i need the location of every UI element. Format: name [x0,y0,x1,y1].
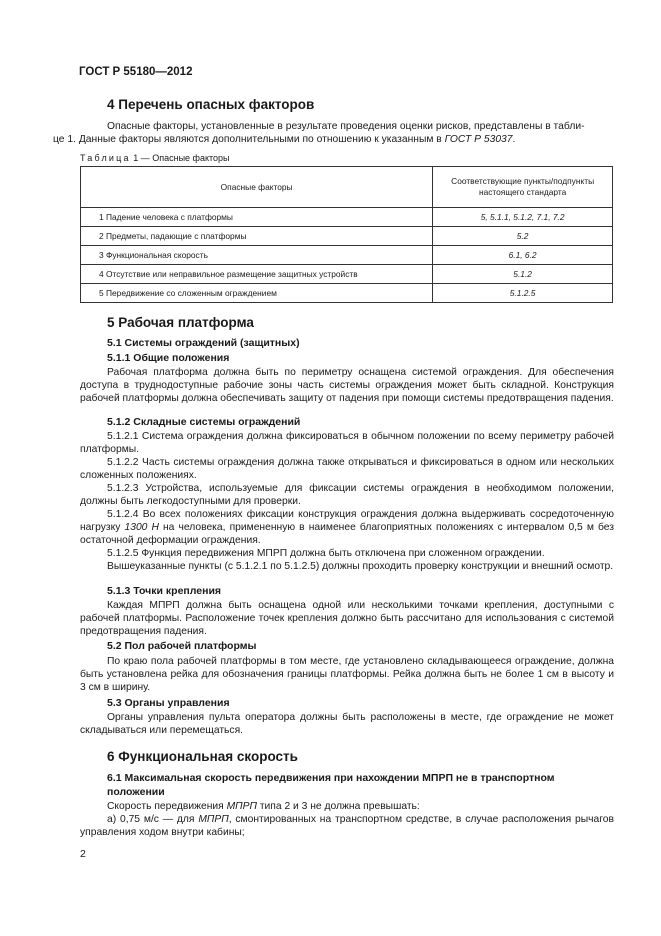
subsection-5-1-title: 5.1 Системы ограждений (защитных) [107,337,300,349]
paragraph-5-3: Органы управления пульта оператора должны быть расположены в месте, где ограждение не может складываться или перемещаться. [80,712,614,737]
paragraph-5-1-2-5: 5.1.2.5 Функция передвижения МПРП должна быть отключена при сложенном ограждении. [107,548,545,559]
paragraph-5-1-2-3: 5.1.2.3 Устройства, используемые для фиксации системы ограждения в необходимом положении, должны быть легкодоступными для проверки. [80,483,614,508]
paragraph-5-1-2-4: 5.1.2.4 Во всех положениях фиксации конструкция ограждения должна выдерживать сосредоточенную нагрузку 1300 Н на человека, примененную в наименее благоприятных положениях с интервалом 0,5 м без остаточной деформации ограждения. [80,509,614,547]
table-row [81,284,613,303]
clauses-cell: 5.1.2 [433,265,613,284]
subsection-5-2-title: 5.2 Пол рабочей платформы [107,640,257,652]
gost-reference: ГОСТ Р 53037 [444,134,513,146]
factor-cell: 3 Функциональная скорость [81,246,433,265]
paragraph-6-1: Скорость передвижения МПРП типа 2 и 3 не должна превышать: [107,801,420,812]
table-row [81,208,613,227]
header-factor: Опасные факторы [81,167,433,208]
paragraph-5-1-2-2: 5.1.2.2 Часть системы ограждения должна также открываться и фиксироваться в одном или нескольких сложенных положениях. [80,457,614,482]
subsection-6-1-title: 6.1 Максимальная скорость передвижения при нахождении МПРП не в транспортном положении [107,772,555,798]
hazards-table [80,166,613,303]
section-5-title: 5 Рабочая платформа [107,315,254,330]
table-caption: Таблица 1 — Опасные факторы [80,153,230,163]
section-4-title: 4 Перечень опасных факторов [107,97,315,112]
factor-cell: 2 Предметы, падающие с платформы [81,227,433,246]
page-number: 2 [80,848,86,860]
header-clauses: Соответствующие пункты/подпункты настоящего стандарта [433,167,613,208]
table-row [81,227,613,246]
document-header: ГОСТ Р 55180—2012 [79,66,193,78]
subsection-5-1-1-title: 5.1.1 Общие положения [107,352,230,364]
table-header-row [81,167,613,208]
section-4-paragraph: Опасные факторы, установленные в результате проведения оценки рисков, представлены в табли- це 1. Данные факторы являются дополнительными по отношению к указанным в ГОСТ Р 53037. [53,121,585,146]
subsection-5-3-title: 5.3 Органы управления [107,697,230,709]
paragraph-5-1-3: Каждая МПРП должна быть оснащена одной или несколькими точками крепления, доступными с рабочей платформы. Расположение точек крепления должно быть рассчитано для использования с системой предотвращения падения. [80,600,614,638]
load-value: 1300 Н [124,522,159,534]
subsection-5-1-3-title: 5.1.3 Точки крепления [107,585,222,597]
subsection-5-1-2-title: 5.1.2 Складные системы ограждений [107,416,301,428]
paragraph-5-1-2-check: Вышеуказанные пункты (с 5.1.2.1 по 5.1.2.5) должны проходить проверку конструкции и внешний осмотр. [107,561,614,572]
clauses-cell: 5.1.2.5 [433,284,613,303]
factor-cell: 4 Отсутствие или неправильное размещение защитных устройств [81,265,433,284]
clauses-cell: 6.1, 6.2 [433,246,613,265]
paragraph-5-2: По краю пола рабочей платформы в том месте, где установлено складывающееся ограждение, должна быть установлена рейка для обозначения границы платформы. Рейка должна быть не более 1 см в высоту и 3 см в ширину. [80,656,614,694]
section-6-title: 6 Функциональная скорость [107,749,298,764]
paragraph-6-1-a: а) 0,75 м/с — для МПРП, смонтированных на транспортном средстве, в случае расположения рычагов управления ходом внутри кабины; [80,814,614,839]
paragraph-5-1-2-1: 5.1.2.1 Система ограждения должна фиксироваться в обычном положении по всему периметру рабочей платформы. [80,431,614,456]
table-row [81,265,613,284]
clauses-cell: 5, 5.1.1, 5.1.2, 7.1, 7.2 [433,208,613,227]
clauses-cell: 5.2 [433,227,613,246]
factor-cell: 1 Падение человека с платформы [81,208,433,227]
table-row [81,246,613,265]
factor-cell: 5 Передвижение со сложенным ограждением [81,284,433,303]
paragraph-5-1-1: Рабочая платформа должна быть по периметру оснащена системой ограждения. Для обеспечения доступа в труднодоступные рабочие зоны часть системы ограждения может быть складной. Конструкция рабочей платформы должна обеспечивать защиту от падения при помощи системы предотвращения падения. [80,367,614,405]
